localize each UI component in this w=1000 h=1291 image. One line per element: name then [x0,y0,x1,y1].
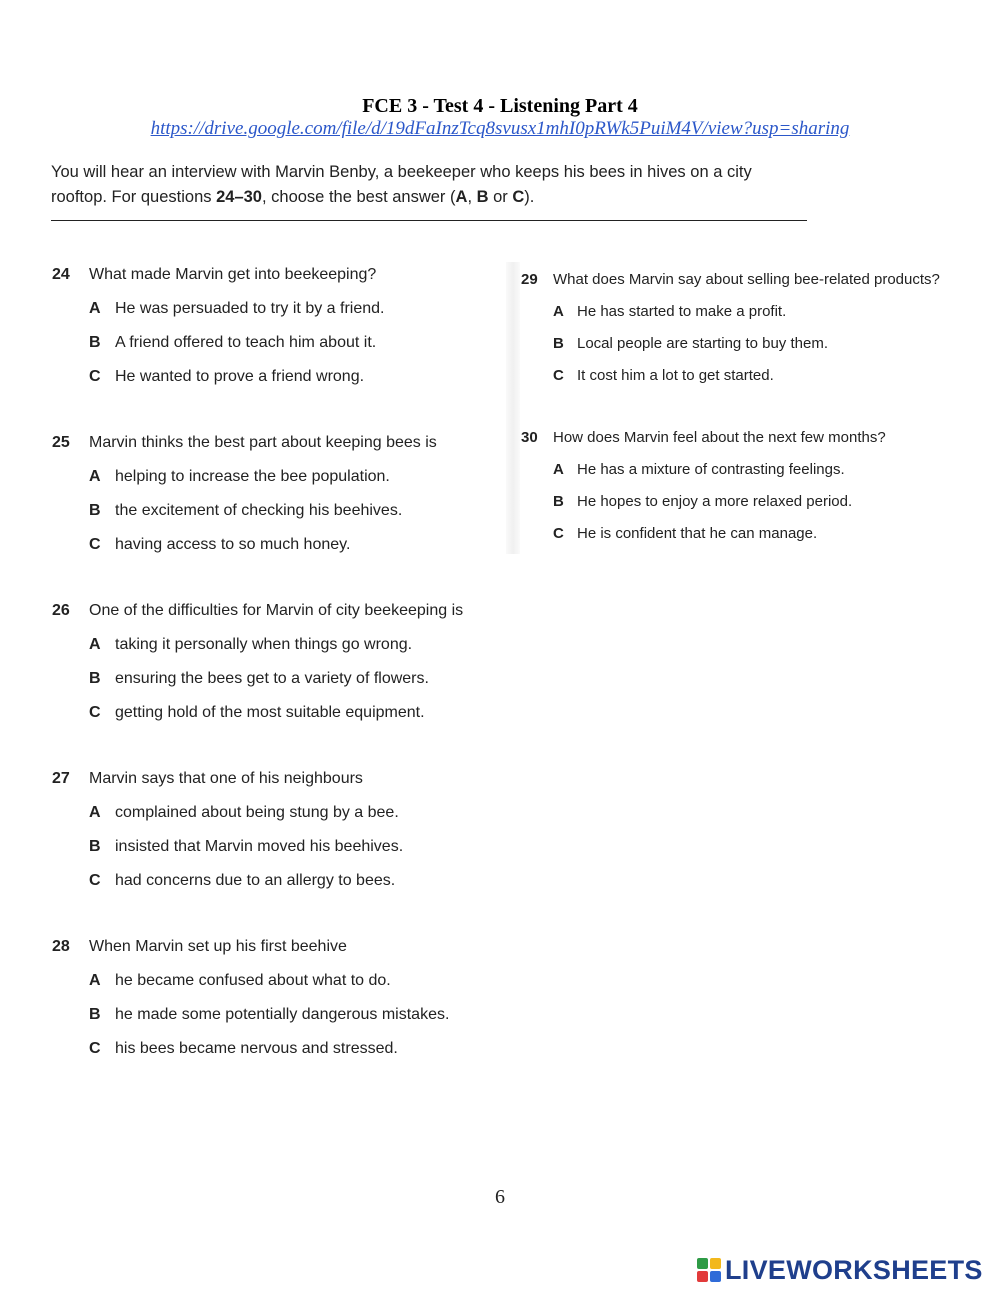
option-letter-ref: A [455,188,468,206]
page-number: 6 [495,1186,505,1208]
divider [51,220,807,221]
option-letter: B [553,335,564,352]
instructions-text: ). [524,188,535,206]
liveworksheets-logo-icon [697,1258,721,1282]
option-text: He was persuaded to try it by a friend. [115,300,385,317]
question-number: 27 [52,770,70,787]
option-text: He has started to make a profit. [577,303,787,320]
option-text: had concerns due to an allergy to bees. [115,872,396,889]
option-text: It cost him a lot to get started. [577,367,774,384]
option-letter: C [89,872,101,889]
question-stem: How does Marvin feel about the next few months? [553,429,886,446]
option-letter-ref: C [512,188,525,206]
liveworksheets-logo[interactable] [697,1255,983,1285]
option-text: ensuring the bees get to a variety of flowers. [115,670,429,687]
option-letter: B [89,334,101,351]
option-text: taking it personally when things go wrong. [115,636,413,653]
question-range: 24–30 [216,188,262,206]
option-letter: B [89,502,101,519]
instructions-line-1: You will hear an interview with Marvin Benby, a beekeeper who keeps his bees in hives on a city [51,163,752,181]
option-text: he made some potentially dangerous mistakes. [115,1006,450,1023]
page-title: FCE 3 - Test 4 - Listening Part 4 [362,95,638,117]
instructions [51,160,821,210]
question-number: 28 [52,938,70,955]
question-number: 26 [52,602,70,619]
option-text: helping to increase the bee population. [115,468,390,485]
question-stem: One of the difficulties for Marvin of city beekeeping is [89,602,464,619]
option-letter: C [89,536,101,553]
option-letter: A [553,461,564,478]
option-letter: A [89,972,101,989]
option-text: He wanted to prove a friend wrong. [115,368,365,385]
question-number: 29 [521,271,538,288]
option-text: the excitement of checking his beehives. [115,502,403,519]
logo-block [697,1258,708,1269]
option-letter: A [89,804,101,821]
option-letter: A [553,303,564,320]
column-gutter [506,262,520,554]
question-number: 25 [52,434,70,451]
option-text: getting hold of the most suitable equipment. [115,704,425,721]
question-number: 30 [521,429,538,446]
option-letter-ref: B [476,188,489,206]
audio-link[interactable]: https://drive.google.com/file/d/19dFaInzTcq8svusx1mhI0pRWk5PuiM4V/view?usp=sharing [150,118,850,139]
option-text: He has a mixture of contrasting feelings. [577,461,845,478]
option-letter: C [553,367,564,384]
instructions-text: rooftop. For questions [51,188,217,206]
option-text: having access to so much honey. [115,536,351,553]
question-number: 24 [52,266,70,283]
separator: or [488,188,513,206]
option-letter: B [553,493,564,510]
instructions-text: , choose the best answer ( [261,188,456,206]
question-stem: Marvin says that one of his neighbours [89,770,363,787]
separator: , [467,188,477,206]
option-letter: B [89,838,101,855]
question-stem: What does Marvin say about selling bee-related products? [553,271,940,288]
option-letter: B [89,1006,101,1023]
option-letter: A [89,468,101,485]
question-stem: Marvin thinks the best part about keeping bees is [89,434,437,451]
question-stem: When Marvin set up his first beehive [89,938,347,955]
option-text: He hopes to enjoy a more relaxed period. [577,493,853,510]
option-letter: A [89,636,101,653]
logo-block [710,1271,721,1282]
brand-wordmark: LIVEWORKSHEETS [725,1254,983,1285]
option-letter: C [89,368,101,385]
logo-block [710,1258,721,1269]
option-letter: C [89,1040,101,1057]
option-text: A friend offered to teach him about it. [115,334,377,351]
option-text: his bees became nervous and stressed. [115,1040,398,1057]
question-stem: What made Marvin get into beekeeping? [89,266,377,283]
option-letter: C [553,525,564,542]
option-letter: C [89,704,101,721]
option-text: complained about being stung by a bee. [115,804,399,821]
option-text: He is confident that he can manage. [577,525,818,542]
option-text: insisted that Marvin moved his beehives. [115,838,404,855]
logo-block [697,1271,708,1282]
option-text: Local people are starting to buy them. [577,335,828,352]
instructions-line-2 [51,185,821,210]
option-letter: B [89,670,101,687]
option-letter: A [89,300,101,317]
option-text: he became confused about what to do. [115,972,391,989]
